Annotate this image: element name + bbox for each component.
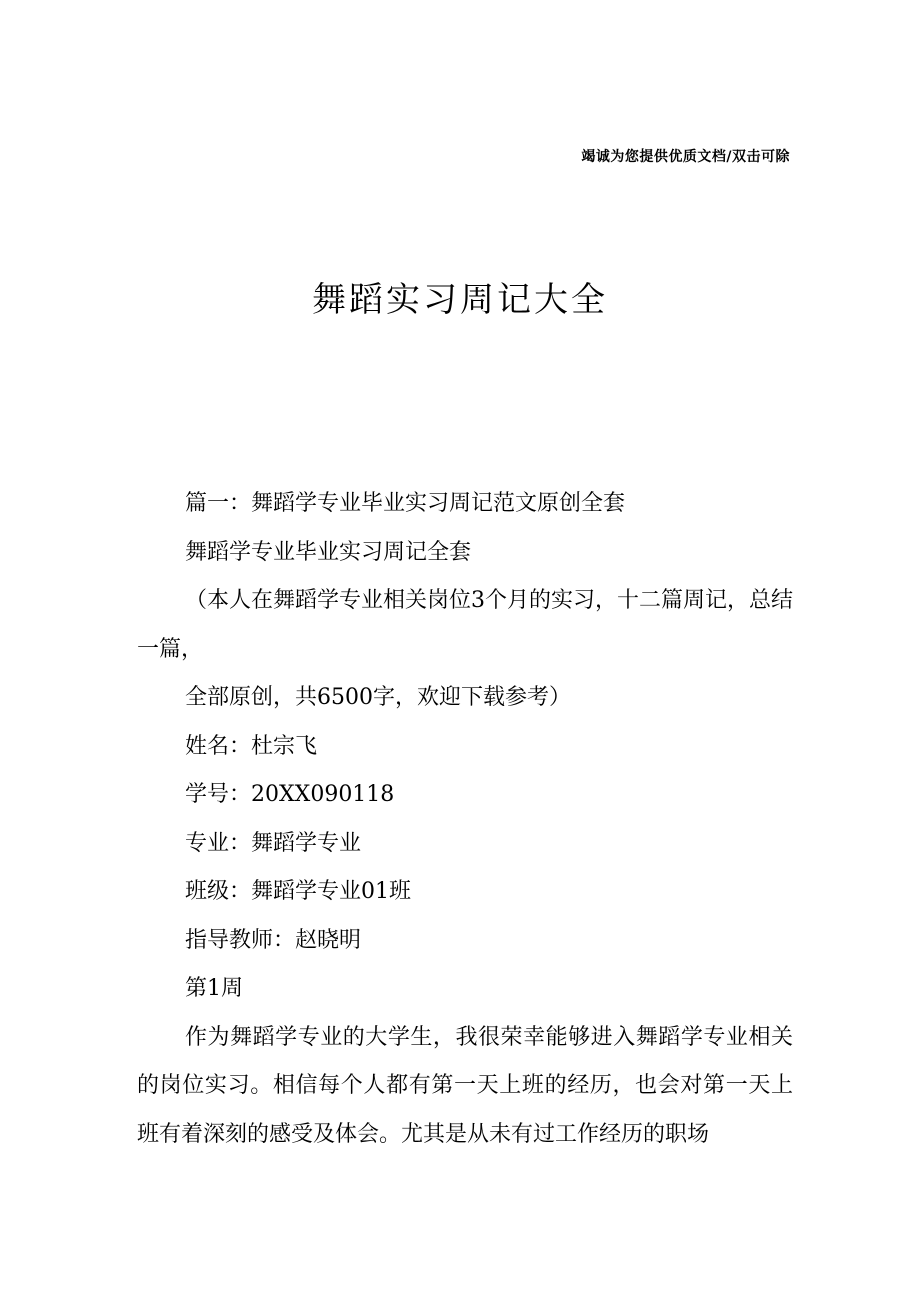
student-id-line: 学号：20XX090118 xyxy=(185,782,395,807)
advisor-line: 指导教师：赵晓明 xyxy=(185,927,362,953)
week-heading: 第1周 xyxy=(185,976,243,1001)
name-line: 姓名：杜宗飞 xyxy=(185,733,318,759)
intro-note: （本人在舞蹈学专业相关岗位3个月的实习，十二篇周记，总结一篇， xyxy=(137,588,793,662)
class-line: 班级：舞蹈学专业01班 xyxy=(185,879,411,904)
section-heading: 篇一：舞蹈学专业毕业实习周记范文原创全套 xyxy=(185,491,626,516)
subtitle-line: 舞蹈学专业毕业实习周记全套 xyxy=(185,539,472,565)
major-line: 专业：舞蹈学专业 xyxy=(185,830,362,856)
header-note: 竭诚为您提供优质文档/双击可除 xyxy=(581,149,790,165)
document-title: 舞蹈实习周记大全 xyxy=(312,280,608,320)
week-paragraph: 作为舞蹈学专业的大学生，我很荣幸能够进入舞蹈学专业相关的岗位实习。相信每个人都有第一天上班的经历，也会对第一天上班有着深刻的感受及体会。尤其是从未有过工作经历的职场 xyxy=(137,1024,793,1147)
document-body xyxy=(137,480,793,1159)
intro-note-continued: 全部原创，共6500字，欢迎下载参考） xyxy=(185,685,571,710)
